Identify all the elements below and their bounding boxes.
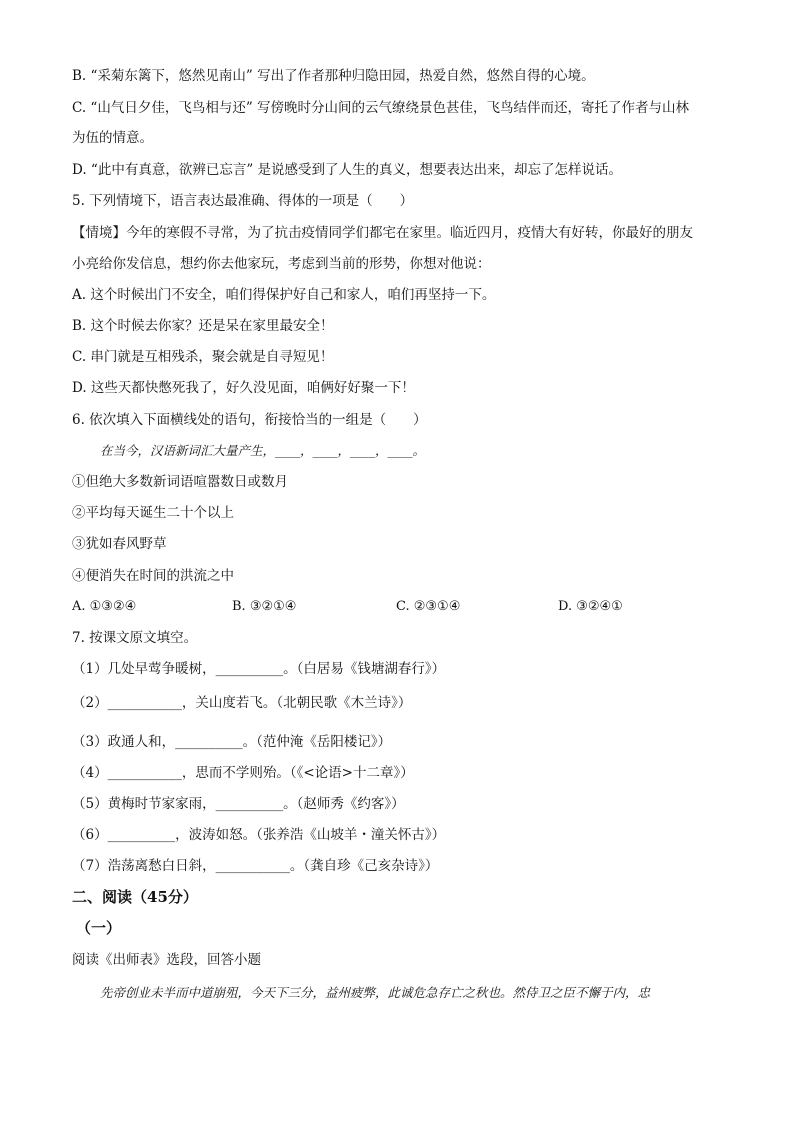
q5-option-d: D. 这些天都快憋死我了，好久没见面，咱俩好好聚一下！ [72, 380, 415, 396]
q7-item-3: （3）政通人和，__________。（范仲淹《岳阳楼记》） [72, 734, 392, 750]
q5-stem: 5. 下列情境下，语言表达最准确、得体的一项是（ ） [72, 193, 414, 209]
q5-option-a: A. 这个时候出门不安全，咱们得保护好自己和家人，咱们再坚持一下。 [72, 287, 496, 303]
q7-item-5: （5）黄梅时节家家雨，__________。（赵师秀《约客》） [72, 796, 405, 812]
q6-stem: 6. 依次填入下面横线处的语句，衔接恰当的一组是（ ） [72, 412, 427, 428]
q4-option-c-line-2: 为伍的情意。 [72, 130, 153, 146]
q7-stem: 7. 按课文原文填空。 [72, 630, 198, 646]
q5-option-c: C. 串门就是互相残杀，聚会就是自寻短见！ [72, 349, 334, 365]
q6-option-a: A. ①③②④ [72, 599, 137, 614]
q6-item-2: ②平均每天诞生二十个以上 [72, 505, 234, 521]
q6-option-b: B. ③②①④ [232, 599, 297, 614]
q4-option-d: D. “此中有真意，欲辨已忘言” 是说感受到了人生的真义，想要表达出来，却忘了怎样说话。 [72, 162, 623, 178]
q6-item-1: ①但绝大多数新词语喧嚣数日或数月 [72, 474, 288, 490]
q5-option-b: B. 这个时候去你家？还是呆在家里最安全！ [72, 318, 334, 334]
passage-line-1: 先帝创业未半而中道崩殂，今天下三分，益州疲弊，此诚危急存亡之秋也。然侍卫之臣不懈于内，忠 [100, 985, 651, 1000]
q6-passage: 在当今，汉语新词汇大量产生，____，____，____，____。 [100, 443, 426, 458]
sub-section-heading: （一） [76, 919, 122, 937]
q7-item-2: （2）___________，关山度若飞。（北朝民歌《木兰诗》） [72, 695, 412, 711]
q7-item-6: （6）__________，波涛如怒。（张养浩《山坡羊・潼关怀古》） [72, 827, 446, 843]
q7-item-7: （7）浩荡离愁白日斜，___________。（龚自珍《己亥杂诗》） [72, 858, 439, 874]
reading-instruction: 阅读《出师表》选段，回答小题 [72, 952, 261, 968]
q4-option-b: B. “采菊东篱下，悠然见南山” 写出了作者那种归隐田园，热爱自然，悠然自得的心境。 [72, 68, 595, 84]
q6-option-d: D. ③②④① [558, 599, 623, 614]
q6-item-4: ④便消失在时间的洪流之中 [72, 568, 234, 584]
q7-item-1: （1）几处早莺争暖树，__________。（白居易《钱塘湖春行》） [72, 661, 446, 677]
q5-scenario-line-2: 小亮给你发信息，想约你去他家玩，考虑到当前的形势，你想对他说： [72, 256, 491, 272]
q5-scenario-line-1: 【情境】今年的寒假不寻常，为了抗击疫情同学们都宅在家里。临近四月，疫情大有好转，你最好的朋友 [72, 225, 693, 241]
q7-item-4: （4）___________，思而不学则殆。（《<论语>十二章》） [72, 765, 414, 781]
section-heading: 二、阅读（45分） [72, 888, 198, 906]
q4-option-c-line-1: C. “山气日夕佳，飞鸟相与还” 写傍晚时分山间的云气缭绕景色甚佳，飞鸟结伴而还，寄托了作者与山林 [72, 100, 690, 116]
q6-option-c: C. ②③①④ [396, 599, 461, 614]
q6-item-3: ③犹如春风野草 [72, 536, 167, 552]
